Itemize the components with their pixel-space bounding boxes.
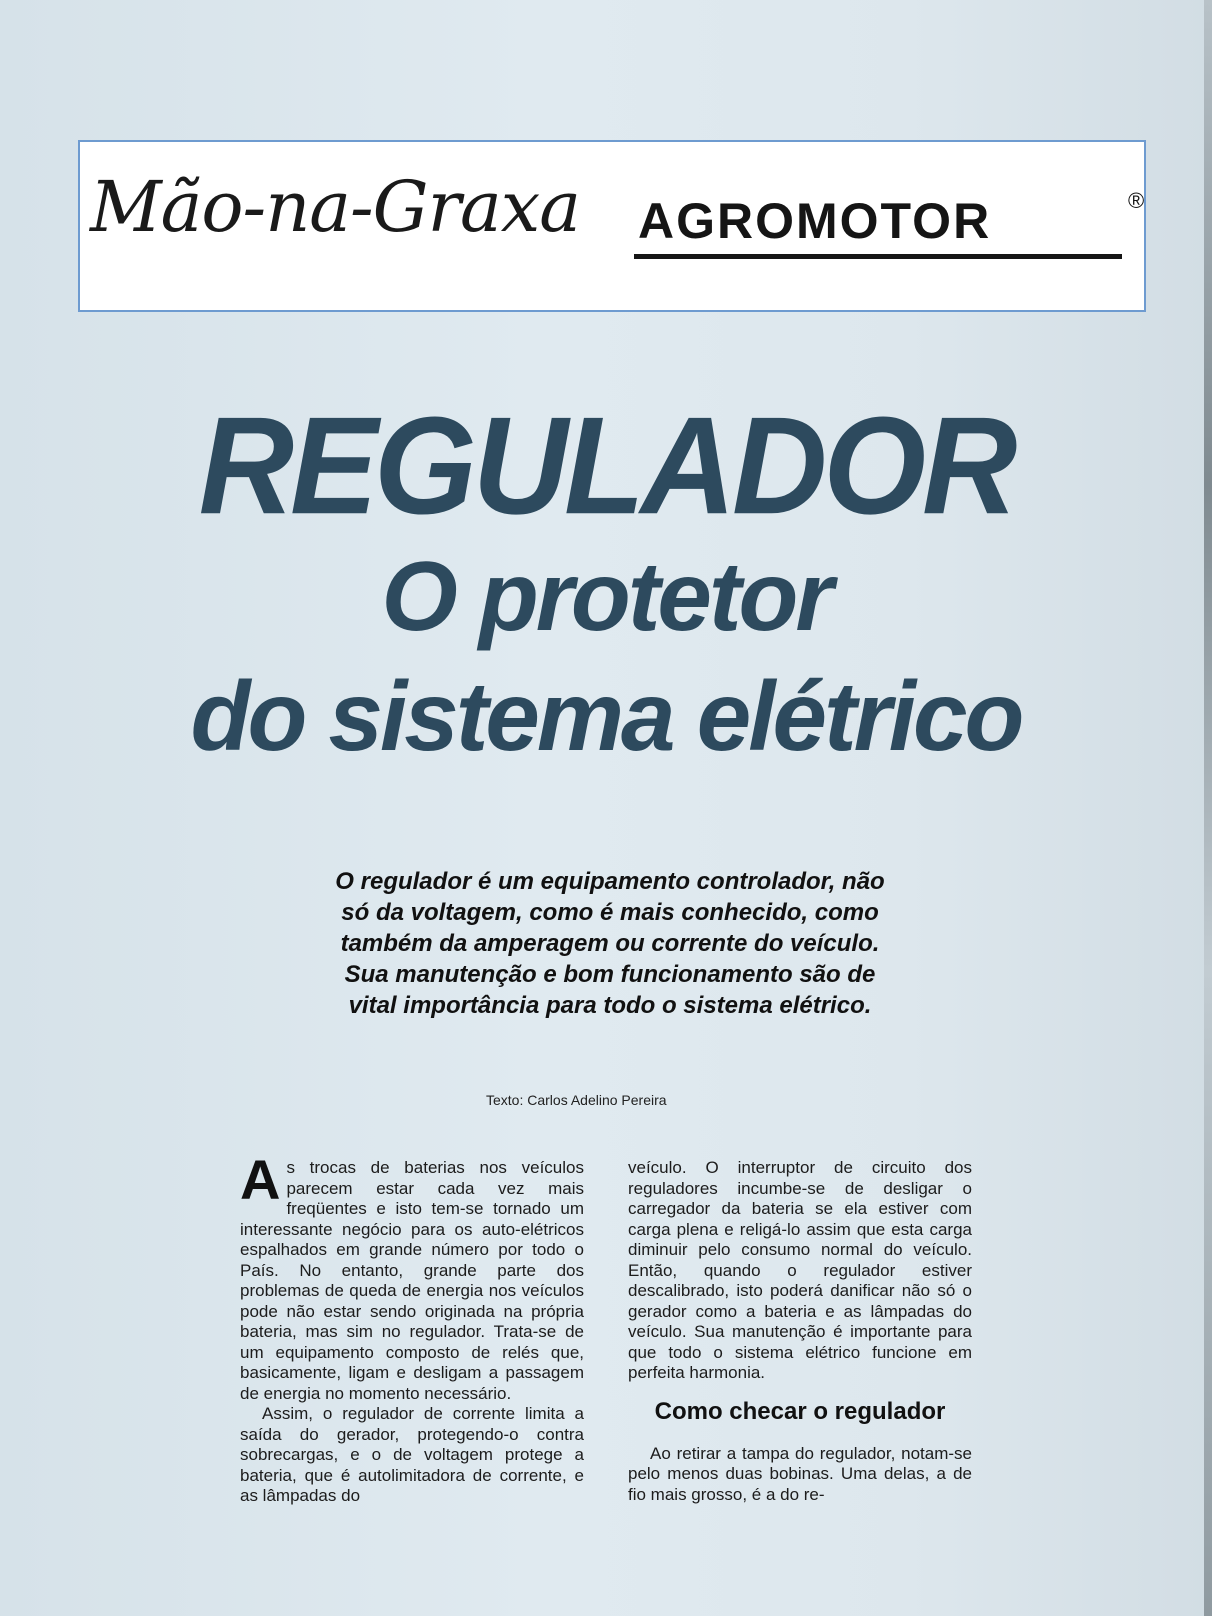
lead-paragraph: O regulador é um equipamento controlador, não só da voltagem, como é mais conhecido, como também da amperagem ou corrente do veículo. Sua manutenção e bom funcionamento são de vital importância para todo o sistema elétrico.: [335, 868, 885, 1019]
byline: Texto: Carlos Adelino Pereira: [486, 1092, 667, 1108]
section-header-box: [78, 140, 1146, 312]
body-paragraph: veículo. O interruptor de circuito dos reguladores incumbe-se de desligar o carregador da bateria se ela estiver com carga plena e religá-lo assim que esta carga diminuir pelo consumo normal do veículo. Então, quando o regulador estiver descalibrado, isto poderá danificar não só o gerador como a bateria e as lâmpadas do veículo. Sua manutenção é importante para que todo o sistema elétrico funcione em perfeita harmonia.: [628, 1158, 972, 1382]
body-paragraph: Ao retirar a tampa do regulador, notam-se pelo menos duas bobinas. Uma delas, a de fio mais grosso, é a do re-: [628, 1443, 972, 1504]
brand-name: AGROMOTOR: [638, 193, 992, 249]
body-paragraph-text: s trocas de baterias nos veículos parecem estar cada vez mais freqüentes e isto tem-se tornado um interessante negócio para os auto-elétricos espalhados em grande número por todo o País. No entanto, grande parte dos problemas de queda de energia nos veículos pode não estar sendo originada na própria bateria, mas sim no regulador. Trata-se de um equipamento composto de relés que, basicamente, ligam e desligam a passagem de energia no momento necessário.: [240, 1158, 584, 1403]
section-title-script: Mão-na-Graxa: [90, 166, 580, 248]
section-subheading: Como checar o regulador: [654, 1397, 946, 1425]
brand-underline: [634, 254, 1122, 259]
body-paragraph: Assim, o regulador de corrente limita a saída do gerador, protegendo-o contra sobrecargas, e o de voltagem protege a bateria, que é autolimitadora de corrente, e as lâmpadas do: [240, 1404, 584, 1505]
headline-subtitle-line1: O protetor: [381, 541, 831, 651]
headline-title: REGULADOR: [198, 388, 1014, 543]
body-column-right: [628, 1158, 972, 1505]
drop-cap: A: [240, 1148, 281, 1211]
body-column-left: [240, 1148, 584, 1507]
brand-logo: [634, 188, 1145, 272]
headline-subtitle-line2: do sistema elétrico: [190, 661, 1022, 771]
body-paragraph: [240, 1148, 584, 1404]
page-edge-strip: [1204, 0, 1212, 1616]
registered-mark-icon: ®: [1128, 188, 1145, 213]
